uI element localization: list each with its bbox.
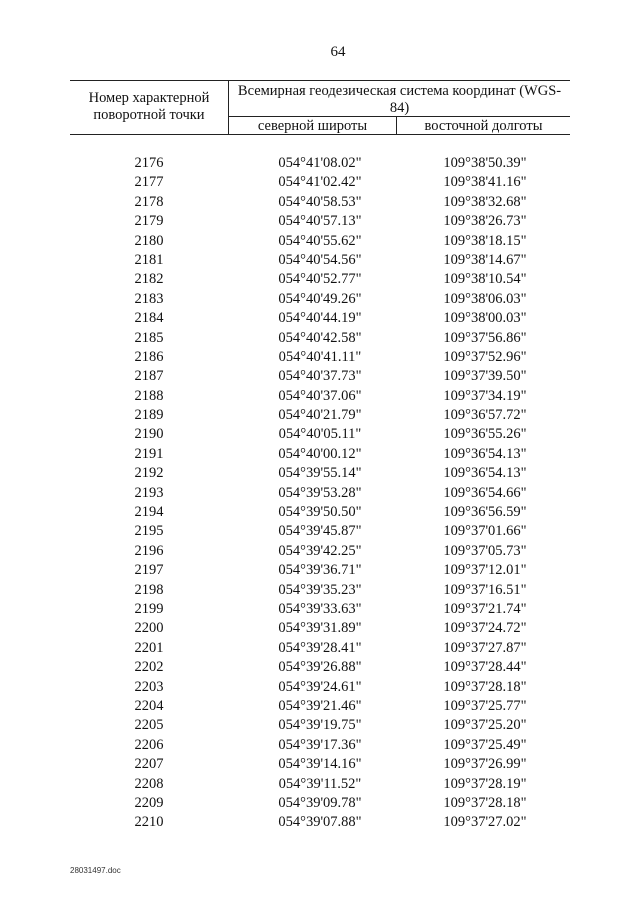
latitude-cell: 054°40'05.11" <box>278 426 362 443</box>
point-number-cell: 2186 <box>134 348 164 365</box>
latitude-cell: 054°39'42.25" <box>278 542 362 559</box>
header-top-rule <box>70 80 570 81</box>
latitude-cell: 054°39'50.50" <box>278 504 362 521</box>
latitude-cell: 054°40'44.19" <box>278 310 362 327</box>
table-row <box>70 445 570 464</box>
point-number-cell: 2198 <box>134 581 164 598</box>
point-number-cell: 2184 <box>134 310 164 327</box>
table-row <box>70 697 570 716</box>
table-row <box>70 678 570 697</box>
table-row <box>70 348 570 367</box>
point-number-cell: 2197 <box>134 562 164 579</box>
latitude-cell: 054°39'36.71" <box>278 562 362 579</box>
latitude-cell: 054°39'53.28" <box>278 484 362 501</box>
longitude-cell: 109°36'54.13" <box>443 465 527 482</box>
latitude-cell: 054°39'07.88" <box>278 814 362 831</box>
point-number-cell: 2208 <box>134 775 164 792</box>
column-header-latitude: северной широты <box>257 118 368 134</box>
table-row <box>70 425 570 444</box>
table-row <box>70 309 570 328</box>
point-number-cell: 2200 <box>134 620 164 637</box>
table-row <box>70 716 570 735</box>
latitude-cell: 054°39'17.36" <box>278 736 362 753</box>
longitude-cell: 109°38'10.54" <box>443 271 527 288</box>
longitude-cell: 109°37'25.20" <box>443 717 527 734</box>
longitude-cell: 109°37'25.49" <box>443 736 527 753</box>
latitude-cell: 054°40'54.56" <box>278 251 362 268</box>
longitude-cell: 109°36'56.59" <box>443 504 527 521</box>
table-row <box>70 581 570 600</box>
longitude-cell: 109°36'57.72" <box>443 407 527 424</box>
point-number-cell: 2178 <box>134 193 164 210</box>
point-number-cell: 2194 <box>134 504 164 521</box>
point-number-cell: 2203 <box>134 678 164 695</box>
longitude-cell: 109°37'05.73" <box>443 542 527 559</box>
table-row <box>70 658 570 677</box>
longitude-cell: 109°38'41.16" <box>443 174 527 191</box>
column-header-coordinate-system: Всемирная геодезическая система координат (WGS-84) <box>237 83 562 116</box>
longitude-cell: 109°38'18.15" <box>443 232 527 249</box>
longitude-cell: 109°37'27.02" <box>443 814 527 831</box>
longitude-cell: 109°37'24.72" <box>443 620 527 637</box>
table-row <box>70 503 570 522</box>
table-row <box>70 484 570 503</box>
point-number-cell: 2181 <box>134 251 164 268</box>
column-header-longitude: восточной долготы <box>424 118 543 134</box>
longitude-cell: 109°37'28.44" <box>443 659 527 676</box>
table-row <box>70 154 570 173</box>
table-row <box>70 736 570 755</box>
point-number-cell: 2187 <box>134 368 164 385</box>
latitude-cell: 054°41'02.42" <box>278 174 362 191</box>
longitude-cell: 109°36'55.26" <box>443 426 527 443</box>
latitude-cell: 054°39'11.52" <box>278 775 362 792</box>
point-number-cell: 2182 <box>134 271 164 288</box>
longitude-cell: 109°37'25.77" <box>443 697 527 714</box>
table-header <box>70 80 570 135</box>
point-number-cell: 2189 <box>134 407 164 424</box>
table-row <box>70 522 570 541</box>
longitude-cell: 109°37'28.19" <box>443 775 527 792</box>
table-row <box>70 464 570 483</box>
point-number-cell: 2209 <box>134 794 164 811</box>
point-number-cell: 2205 <box>134 717 164 734</box>
table-row <box>70 755 570 774</box>
latitude-cell: 054°39'35.23" <box>278 581 362 598</box>
longitude-cell: 109°38'50.39" <box>443 155 527 171</box>
table-row <box>70 367 570 386</box>
page-number: 64 <box>330 44 346 60</box>
table-row <box>70 232 570 251</box>
table-row <box>70 387 570 406</box>
table-row <box>70 251 570 270</box>
table-row <box>70 329 570 348</box>
point-number-cell: 2202 <box>134 659 164 676</box>
latitude-cell: 054°40'52.77" <box>278 271 362 288</box>
point-number-cell: 2191 <box>134 445 164 462</box>
table-row <box>70 290 570 309</box>
point-number-cell: 2201 <box>134 639 164 656</box>
longitude-cell: 109°36'54.13" <box>443 445 527 462</box>
longitude-cell: 109°36'54.66" <box>443 484 527 501</box>
table-row <box>70 406 570 425</box>
column-header-point-number: Номер характерной поворотной точки <box>88 90 210 123</box>
longitude-cell: 109°37'52.96" <box>443 348 527 365</box>
longitude-cell: 109°38'00.03" <box>443 310 527 327</box>
point-number-cell: 2176 <box>134 155 164 171</box>
point-number-cell: 2193 <box>134 484 164 501</box>
longitude-cell: 109°38'32.68" <box>443 193 527 210</box>
table-row <box>70 561 570 580</box>
table-row <box>70 639 570 658</box>
longitude-cell: 109°37'39.50" <box>443 368 527 385</box>
longitude-cell: 109°37'27.87" <box>443 639 527 656</box>
table-row <box>70 270 570 289</box>
latitude-cell: 054°40'49.26" <box>278 290 362 307</box>
latitude-cell: 054°40'58.53" <box>278 193 362 210</box>
latitude-cell: 054°40'21.79" <box>278 407 362 424</box>
latitude-cell: 054°40'55.62" <box>278 232 362 249</box>
point-number-cell: 2180 <box>134 232 164 249</box>
latitude-cell: 054°39'28.41" <box>278 639 362 656</box>
longitude-cell: 109°37'12.01" <box>443 562 527 579</box>
table-row <box>70 600 570 619</box>
point-number-cell: 2206 <box>134 736 164 753</box>
point-number-cell: 2188 <box>134 387 164 404</box>
point-number-cell: 2190 <box>134 426 164 443</box>
longitude-cell: 109°37'28.18" <box>443 678 527 695</box>
latitude-cell: 054°39'55.14" <box>278 465 362 482</box>
latitude-cell: 054°39'26.88" <box>278 659 362 676</box>
longitude-cell: 109°38'14.67" <box>443 251 527 268</box>
latitude-cell: 054°39'19.75" <box>278 717 362 734</box>
latitude-cell: 054°40'41.11" <box>278 348 362 365</box>
latitude-cell: 054°39'33.63" <box>278 600 362 617</box>
point-number-cell: 2179 <box>134 213 164 230</box>
table-body <box>70 154 570 833</box>
point-number-cell: 2185 <box>134 329 164 346</box>
longitude-cell: 109°38'26.73" <box>443 213 527 230</box>
longitude-cell: 109°37'34.19" <box>443 387 527 404</box>
table-row <box>70 193 570 212</box>
point-number-cell: 2204 <box>134 697 164 714</box>
latitude-cell: 054°39'21.46" <box>278 697 362 714</box>
latitude-cell: 054°40'42.58" <box>278 329 362 346</box>
table-row <box>70 813 570 832</box>
latitude-cell: 054°40'57.13" <box>278 213 362 230</box>
table-row <box>70 173 570 192</box>
latitude-cell: 054°40'00.12" <box>278 445 362 462</box>
latitude-cell: 054°39'45.87" <box>278 523 362 540</box>
latitude-cell: 054°40'37.73" <box>278 368 362 385</box>
latitude-cell: 054°39'24.61" <box>278 678 362 695</box>
longitude-cell: 109°37'56.86" <box>443 329 527 346</box>
table-row <box>70 542 570 561</box>
longitude-cell: 109°37'26.99" <box>443 756 527 773</box>
point-number-cell: 2196 <box>134 542 164 559</box>
longitude-cell: 109°37'16.51" <box>443 581 527 598</box>
table-row <box>70 212 570 231</box>
table-row <box>70 775 570 794</box>
latitude-cell: 054°39'09.78" <box>278 794 362 811</box>
point-number-cell: 2192 <box>134 465 164 482</box>
point-number-cell: 2210 <box>134 814 164 831</box>
point-number-cell: 2195 <box>134 523 164 540</box>
point-number-cell: 2177 <box>134 174 164 191</box>
longitude-cell: 109°37'21.74" <box>443 600 527 617</box>
point-number-cell: 2183 <box>134 290 164 307</box>
document-filename: 28031497.doc <box>70 866 121 875</box>
longitude-cell: 109°38'06.03" <box>443 290 527 307</box>
table-row <box>70 619 570 638</box>
latitude-cell: 054°40'37.06" <box>278 387 362 404</box>
point-number-cell: 2199 <box>134 600 164 617</box>
point-number-cell: 2207 <box>134 756 164 773</box>
longitude-cell: 109°37'01.66" <box>443 523 527 540</box>
longitude-cell: 109°37'28.18" <box>443 794 527 811</box>
latitude-cell: 054°39'14.16" <box>278 756 362 773</box>
latitude-cell: 054°41'08.02" <box>278 155 362 171</box>
table-row <box>70 794 570 813</box>
latitude-cell: 054°39'31.89" <box>278 620 362 637</box>
